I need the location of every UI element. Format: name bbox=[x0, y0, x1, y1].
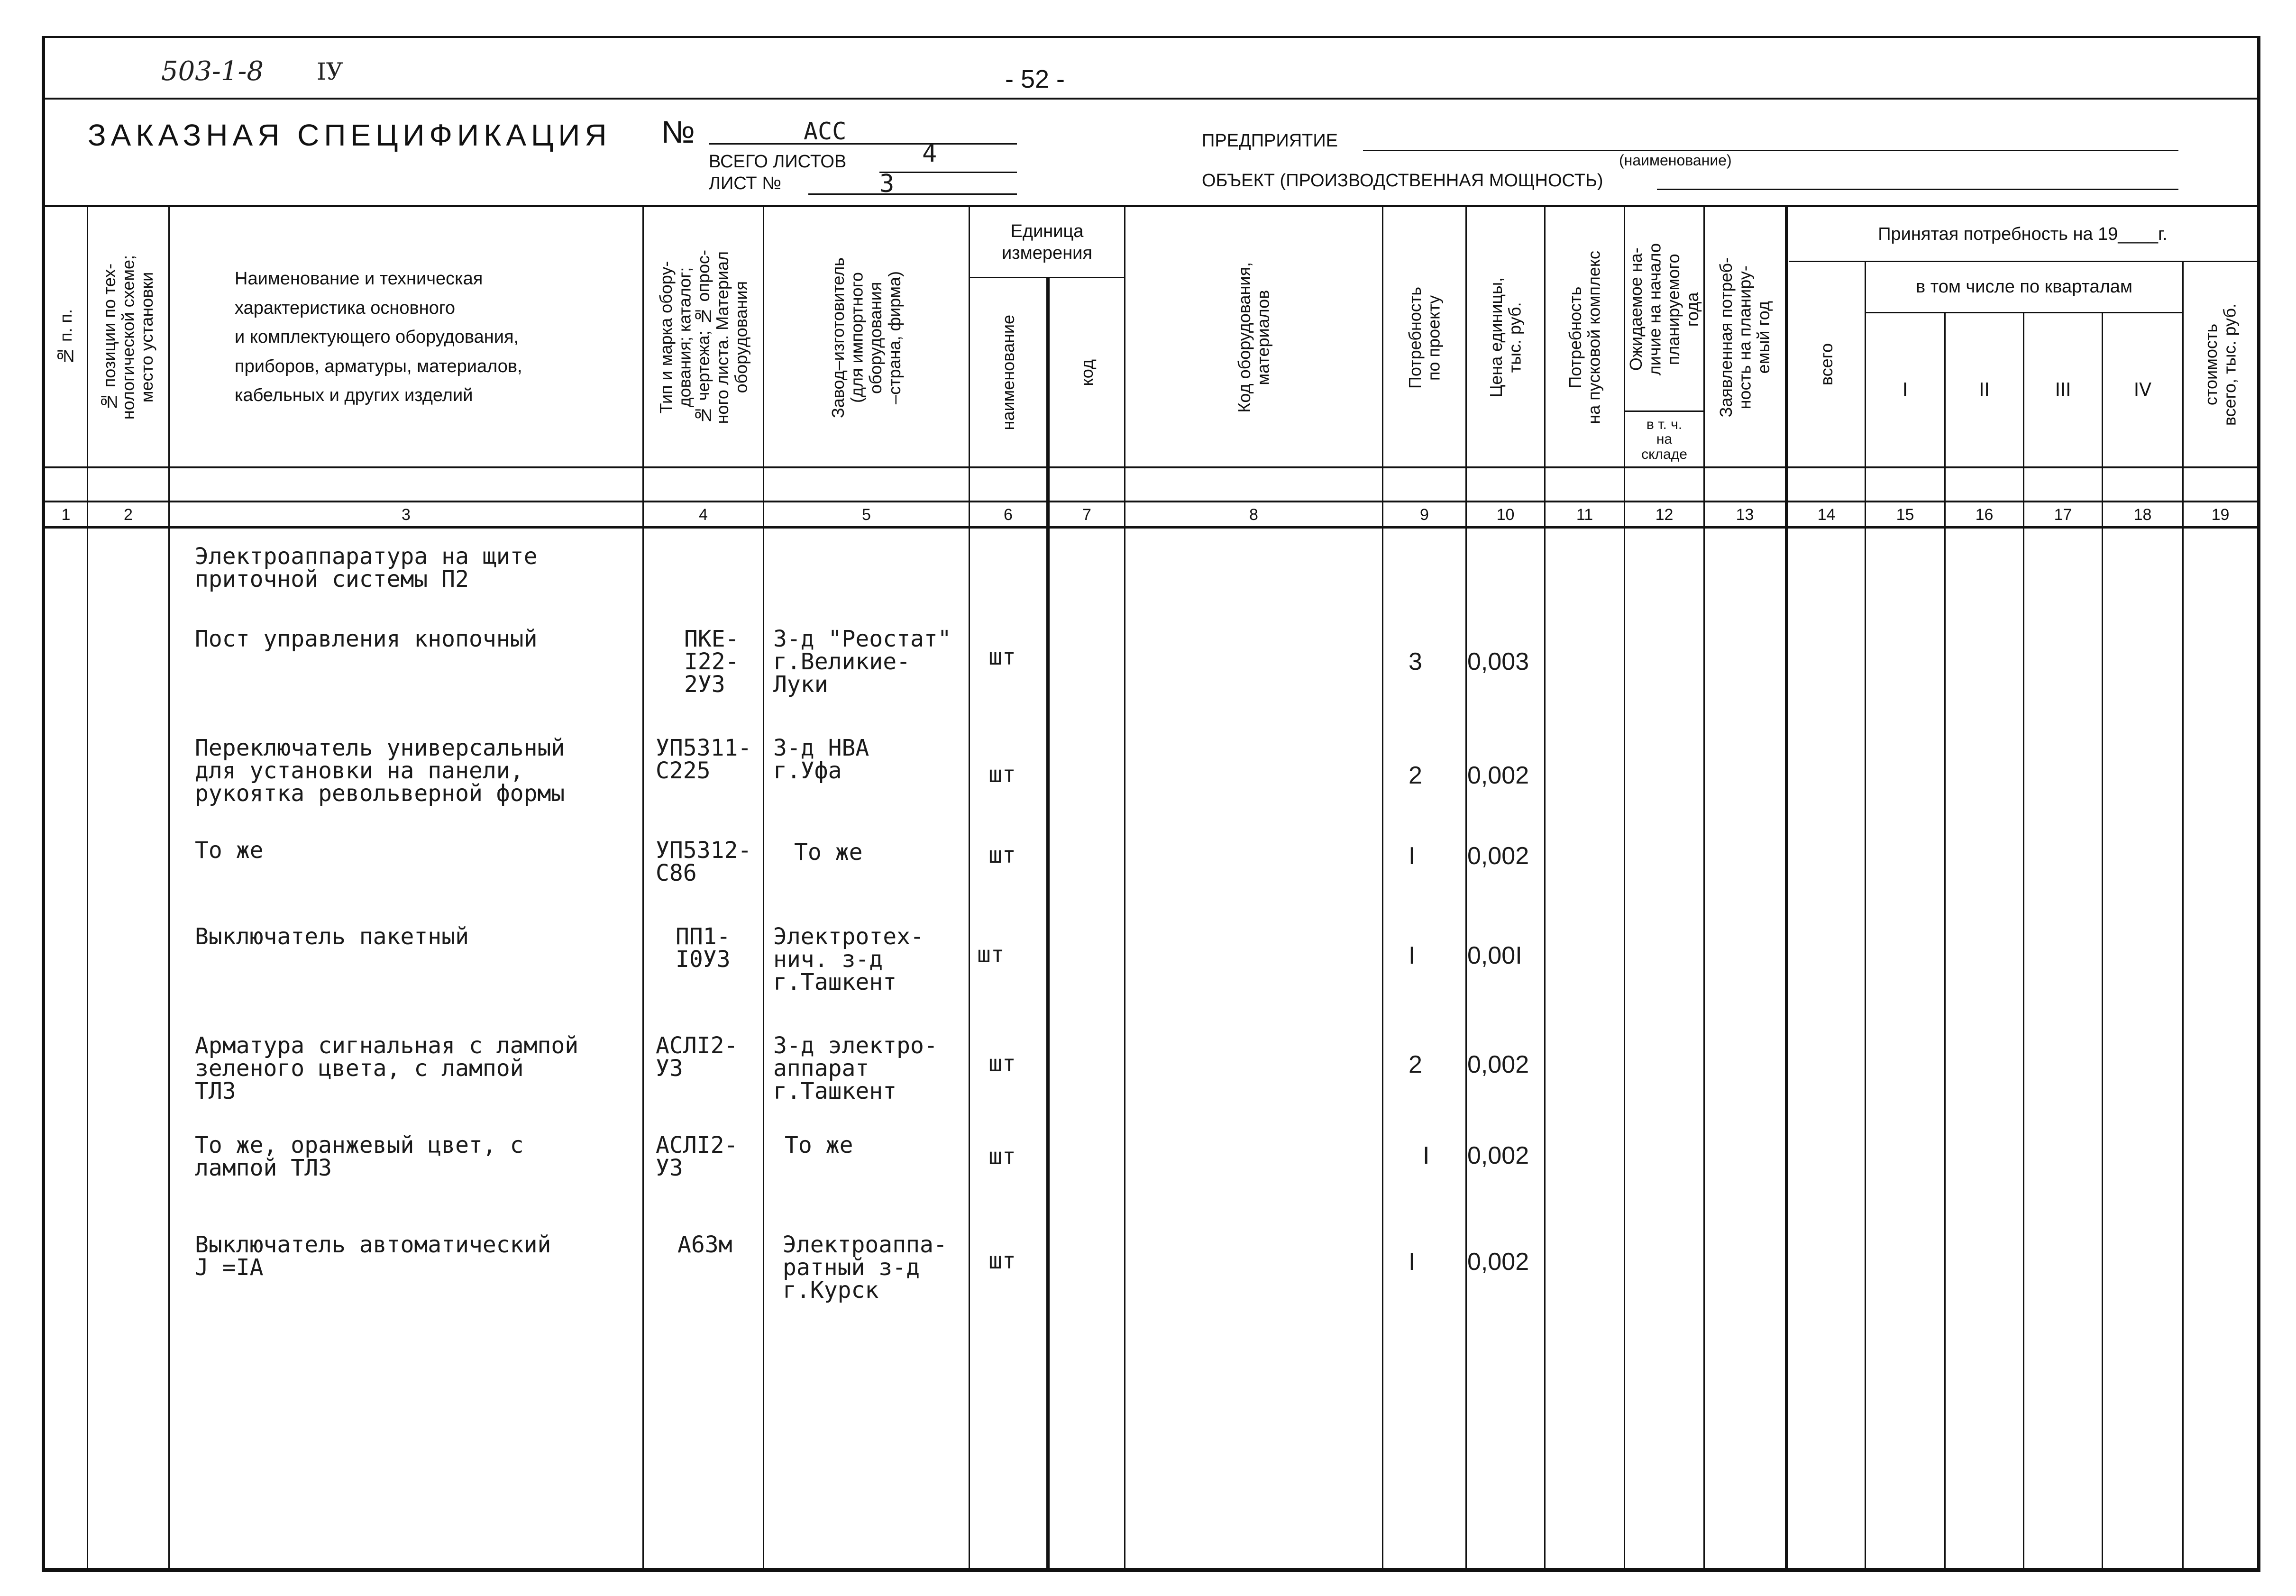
header-quarters-group: в том числе по кварталам bbox=[1915, 277, 2133, 297]
column-number: 2 bbox=[124, 505, 133, 524]
item-qty: I bbox=[1409, 942, 1416, 969]
header-accepted-group: Принятая потребность на 19____г. bbox=[1878, 224, 2168, 245]
item-name: То же bbox=[195, 837, 264, 864]
column-number: 8 bbox=[1249, 505, 1258, 524]
header-col-5: Завод–изготовитель (для импортного оборудования –страна, фирма) bbox=[828, 257, 905, 418]
column-number: 4 bbox=[699, 505, 708, 524]
specification-sheet bbox=[42, 36, 2260, 1572]
header-col-15: I bbox=[1902, 379, 1908, 401]
item-type: ПП1- I0УЗ bbox=[676, 923, 731, 973]
item-maker: То же bbox=[785, 1132, 853, 1158]
column-number: 1 bbox=[61, 505, 71, 524]
item-price: 0,002 bbox=[1467, 1051, 1529, 1078]
item-maker: З-д "Реостат" г.Великие- Луки bbox=[773, 626, 951, 698]
header-col-13: Заявленная потреб- ность на планиру- емый год bbox=[1716, 257, 1774, 418]
item-qty: 2 bbox=[1409, 1051, 1422, 1078]
item-unit: шт bbox=[988, 842, 1016, 868]
header-col-10: Цена единицы, тыс. руб. bbox=[1486, 277, 1525, 398]
column-number: 3 bbox=[402, 505, 411, 524]
item-maker: З-д НВА г.Уфа bbox=[773, 735, 869, 784]
total-sheets-value: 4 bbox=[922, 139, 937, 168]
item-price: 0,002 bbox=[1467, 762, 1529, 789]
header-col-7: код bbox=[1077, 359, 1097, 386]
column-number: 10 bbox=[1496, 505, 1515, 524]
item-name: Арматура сигнальная с лампой зеленого цвета, с лампой ТЛЗ bbox=[195, 1032, 579, 1104]
object-label: ОБЪЕКТ (ПРОИЗВОДСТВЕННАЯ МОЩНОСТЬ) bbox=[1202, 171, 1603, 191]
header-col-12-sub: в т. ч. на складе bbox=[1641, 416, 1687, 462]
item-unit: шт bbox=[988, 1143, 1016, 1170]
item-type: ПКЕ- I22- 2УЗ bbox=[684, 626, 739, 698]
header-col-8: Код оборудования, материалов bbox=[1234, 262, 1273, 413]
naming-hint: (наименование) bbox=[1619, 152, 1732, 169]
header-unit-group: Единица измерения bbox=[1002, 221, 1092, 263]
form-title: ЗАКАЗНАЯ СПЕЦИФИКАЦИЯ bbox=[88, 118, 612, 152]
item-unit: шт bbox=[988, 1248, 1016, 1274]
item-name: То же, оранжевый цвет, с лампой ТЛЗ bbox=[195, 1132, 524, 1181]
item-unit: шт bbox=[977, 941, 1005, 968]
column-number: 14 bbox=[1817, 505, 1836, 524]
item-unit: шт bbox=[988, 644, 1016, 670]
header-col-3: Наименование и техническая характеристика основного и комплектующего оборудования, приборов, арматуры, материалов, кабельных и других изделий bbox=[235, 269, 522, 406]
item-qty: 2 bbox=[1409, 762, 1422, 789]
item-type: АСЛI2- УЗ bbox=[656, 1032, 738, 1082]
item-price: 0,002 bbox=[1467, 1142, 1529, 1169]
item-name: Выключатель пакетный bbox=[195, 923, 469, 950]
header-col-12: Ожидаемое на- личие на начало планируемого года bbox=[1626, 243, 1702, 376]
column-number: 9 bbox=[1420, 505, 1429, 524]
header-col-14: всего bbox=[1816, 343, 1836, 386]
item-unit: шт bbox=[988, 761, 1016, 788]
item-type: УП5312- С86 bbox=[656, 837, 752, 886]
item-price: 0,003 bbox=[1467, 648, 1529, 675]
column-number: 7 bbox=[1082, 505, 1091, 524]
item-price: 0,00I bbox=[1467, 942, 1522, 969]
item-maker: З-д электро- аппарат г.Ташкент bbox=[773, 1032, 938, 1104]
sheet-label: ЛИСТ № bbox=[709, 173, 781, 193]
header-col-18: IV bbox=[2133, 379, 2152, 401]
item-name: Выключатель автоматический Ј =IА bbox=[195, 1231, 551, 1281]
header-col-17: III bbox=[2055, 379, 2071, 401]
column-number: 16 bbox=[1975, 505, 1994, 524]
item-type: А63м bbox=[677, 1231, 732, 1258]
item-price: 0,002 bbox=[1467, 1248, 1529, 1276]
column-number: 12 bbox=[1655, 505, 1674, 524]
header-col-19: стоимость всего, тыс. руб. bbox=[2201, 303, 2240, 426]
column-number: 5 bbox=[862, 505, 871, 524]
page-number: - 52 - bbox=[1005, 65, 1065, 93]
item-maker: Электроаппа- ратный з-д г.Курск bbox=[783, 1231, 947, 1304]
column-number: 17 bbox=[2054, 505, 2072, 524]
item-type: УП5311- С225 bbox=[656, 735, 752, 784]
column-number: 15 bbox=[1896, 505, 1914, 524]
column-number: 19 bbox=[2211, 505, 2230, 524]
header-col-2: № позиции по тех- нологической схеме; место установки bbox=[100, 255, 157, 420]
form-number-value: АСС bbox=[804, 118, 847, 145]
enterprise-label: ПРЕДПРИЯТИЕ bbox=[1202, 131, 1338, 151]
header-col-6: наименование bbox=[998, 315, 1018, 430]
item-name: Пост управления кнопочный bbox=[195, 626, 538, 652]
total-sheets-label: ВСЕГО ЛИСТОВ bbox=[709, 152, 847, 172]
column-number: 11 bbox=[1576, 505, 1593, 524]
header-col-4: Тип и марка обору- дования; каталог; № чертежа; № опрос- ного листа. Материал оборудования bbox=[656, 250, 750, 425]
column-number: 18 bbox=[2133, 505, 2152, 524]
item-maker: То же bbox=[794, 839, 863, 866]
item-qty: I bbox=[1409, 1248, 1416, 1276]
section-title: Электроаппаратура на щите приточной системы П2 bbox=[195, 543, 538, 593]
item-unit: шт bbox=[988, 1050, 1016, 1077]
item-name: Переключатель универсальный для установки на панели, рукоятка револьверной формы bbox=[195, 735, 565, 807]
item-maker: Электротех- нич. з-д г.Ташкент bbox=[773, 923, 924, 995]
header-col-16: II bbox=[1979, 379, 1990, 401]
sheet-value: 3 bbox=[879, 170, 895, 198]
form-number-sign: № bbox=[661, 114, 695, 149]
column-number: 13 bbox=[1736, 505, 1754, 524]
item-qty: I bbox=[1423, 1142, 1430, 1169]
item-qty: 3 bbox=[1409, 648, 1422, 675]
header-col-11: Потребность на пусковой комплекс bbox=[1565, 251, 1604, 424]
item-qty: I bbox=[1409, 842, 1416, 870]
column-number: 6 bbox=[1004, 505, 1013, 524]
document-code: 503-1-8 bbox=[161, 56, 264, 87]
document-roman-number: IУ bbox=[317, 58, 343, 85]
header-col-1: № п. п. bbox=[56, 309, 76, 366]
item-type: АСЛI2- УЗ bbox=[656, 1132, 738, 1181]
header-col-9: Потребность по проекту bbox=[1405, 286, 1444, 389]
item-price: 0,002 bbox=[1467, 842, 1529, 870]
